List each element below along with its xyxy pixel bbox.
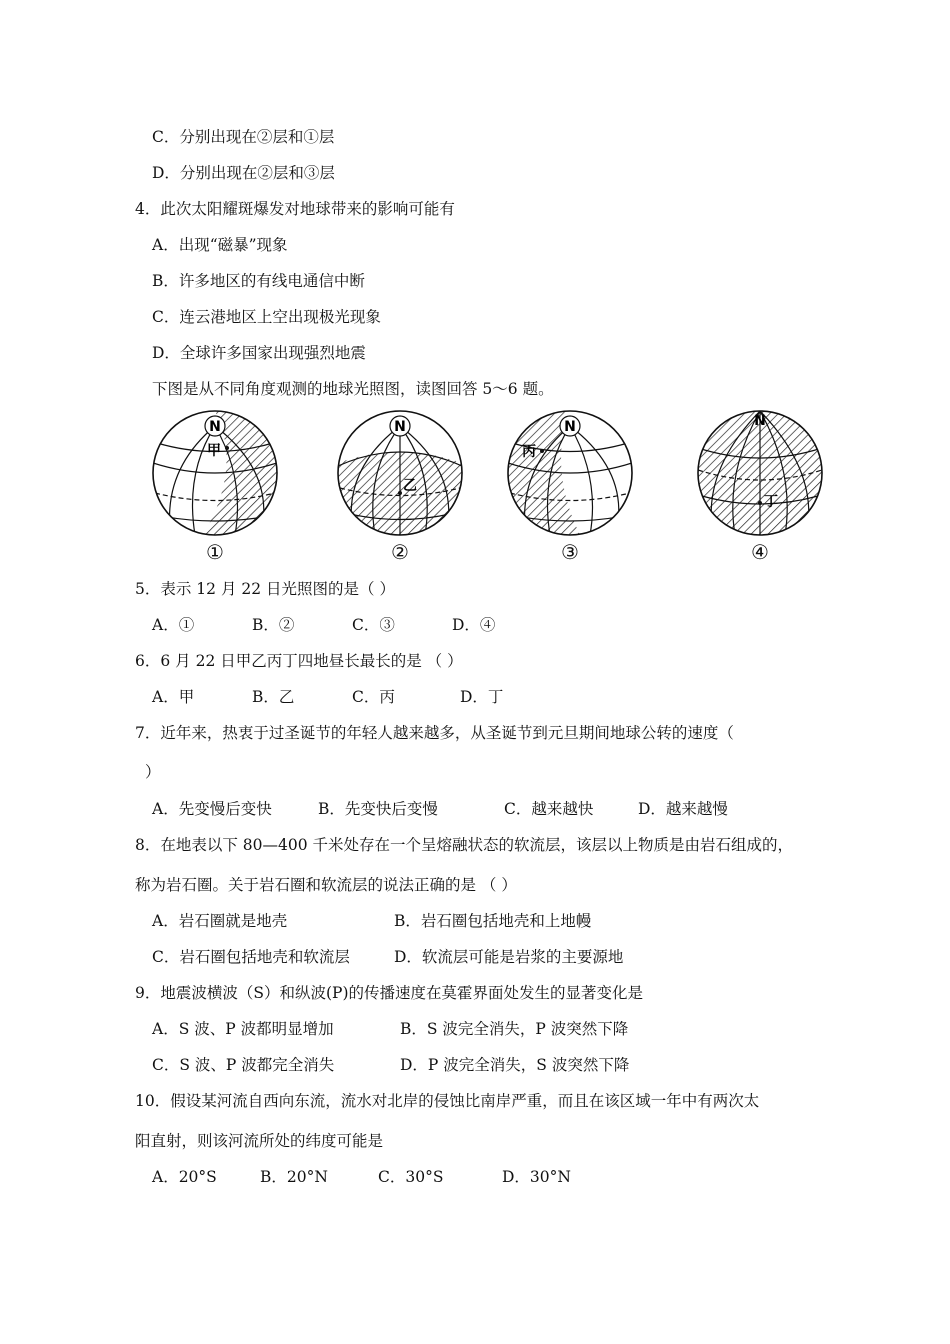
figure-intro: 下图是从不同角度观测的地球光照图，读图回答 5～6 题。: [152, 380, 554, 398]
globe-4-drawing: [690, 408, 830, 538]
q8-option-d: D．软流层可能是岩浆的主要源地: [394, 948, 624, 966]
q10-options: [152, 1167, 571, 1187]
place-yi: 乙: [403, 478, 417, 494]
q7-option-a: A．先变慢后变快: [152, 800, 272, 818]
q8-option-b: B．岩石圈包括地壳和上地幔: [394, 912, 592, 930]
q10-option-a: A．20°S: [152, 1168, 217, 1186]
q7-options: [152, 799, 728, 819]
q5-options: [152, 615, 495, 635]
q10-option-d: D．30°N: [502, 1168, 571, 1186]
q10-option-b: B．20°N: [260, 1168, 328, 1186]
place-ding: 丁: [764, 494, 778, 510]
question-8-line-1: 8．在地表以下 80—400 千米处存在一个呈熔融状态的软流层，该层以上物质是由岩石组成的，: [135, 836, 794, 854]
question-10-line-1: 10．假设某河流自西向东流，流水对北岸的侵蚀比南岸严重，而且在该区域一年中有两次太: [135, 1092, 760, 1110]
globe-2-label: ②: [391, 540, 409, 564]
globe-3-drawing: [500, 408, 640, 538]
globe-3-label: ③: [561, 540, 579, 564]
question-8-line-2: 称为岩石圈。关于岩石圈和软流层的说法正确的是 （ ）: [135, 876, 517, 894]
globe-1-drawing: [145, 408, 285, 538]
pole-label: N: [209, 419, 221, 435]
q8-options-row-2: [152, 947, 623, 967]
q7-option-b: B．先变快后变慢: [318, 800, 438, 818]
q4-option-b: B．许多地区的有线电通信中断: [152, 272, 365, 290]
question-10-line-2: 阳直射，则该河流所处的纬度可能是: [135, 1132, 384, 1150]
q6-options: [152, 687, 503, 707]
q4-option-a: A．出现“磁暴”现象: [152, 236, 288, 254]
q9-option-c: C．S 波、P 波都完全消失: [152, 1056, 335, 1074]
q8-option-a: A．岩石圈就是地壳: [152, 912, 288, 930]
q6-option-a: A．甲: [152, 688, 195, 706]
q5-option-b: B．②: [252, 616, 295, 634]
q4-option-d: D．全球许多国家出现强烈地震: [152, 344, 366, 362]
q5-option-c: C．③: [352, 616, 395, 634]
question-9: 9．地震波横波（S）和纵波(P)的传播速度在莫霍界面处发生的显著变化是: [135, 984, 644, 1002]
q6-option-c: C．丙: [352, 688, 395, 706]
globe-4-label: ④: [751, 540, 769, 564]
globe-4: [690, 408, 840, 568]
globe-1-label: ①: [206, 540, 224, 564]
pole-label: N: [564, 419, 576, 435]
q6-option-d: D．丁: [460, 688, 504, 706]
question-5: 5．表示 12 月 22 日光照图的是（ ）: [135, 580, 395, 598]
q10-option-c: C．30°S: [378, 1168, 444, 1186]
question-7: 7．近年来，热衷于过圣诞节的年轻人越来越多，从圣诞节到元旦期间地球公转的速度（: [135, 724, 734, 742]
q8-option-c: C．岩石圈包括地壳和软流层: [152, 948, 350, 966]
q7-option-c: C．越来越快: [504, 800, 594, 818]
question-4: 4．此次太阳耀斑爆发对地球带来的影响可能有: [135, 200, 455, 218]
q9-option-d: D．P 波完全消失，S 波突然下降: [400, 1056, 630, 1074]
globe-2-drawing: [330, 408, 470, 538]
earth-illumination-figure: [135, 408, 835, 568]
globe-1: [145, 408, 295, 568]
question-6: 6．6 月 22 日甲乙丙丁四地昼长最长的是 （ ）: [135, 652, 463, 670]
globe-3: [500, 408, 650, 568]
q3-option-c: C．分别出现在②层和①层: [152, 128, 335, 146]
globe-2: [330, 408, 480, 568]
q9-options-row-2: [152, 1055, 629, 1075]
q9-option-a: A．S 波、P 波都明显增加: [152, 1020, 334, 1038]
q9-options-row-1: [152, 1019, 628, 1039]
pole-label: N: [394, 419, 406, 435]
q6-option-b: B．乙: [252, 688, 295, 706]
q7-option-d: D．越来越慢: [638, 800, 728, 818]
place-bing: 丙: [522, 444, 536, 460]
q5-option-a: A．①: [152, 616, 195, 634]
q5-option-d: D．④: [452, 616, 496, 634]
pole-label: N: [754, 413, 766, 429]
q8-options-row-1: [152, 911, 591, 931]
q4-option-c: C．连云港地区上空出现极光现象: [152, 308, 381, 326]
q9-option-b: B．S 波完全消失，P 波突然下降: [400, 1020, 629, 1038]
q3-option-d: D．分别出现在②层和③层: [152, 164, 335, 182]
question-7-cont: ）: [145, 763, 161, 781]
place-jia: 甲: [207, 443, 221, 459]
